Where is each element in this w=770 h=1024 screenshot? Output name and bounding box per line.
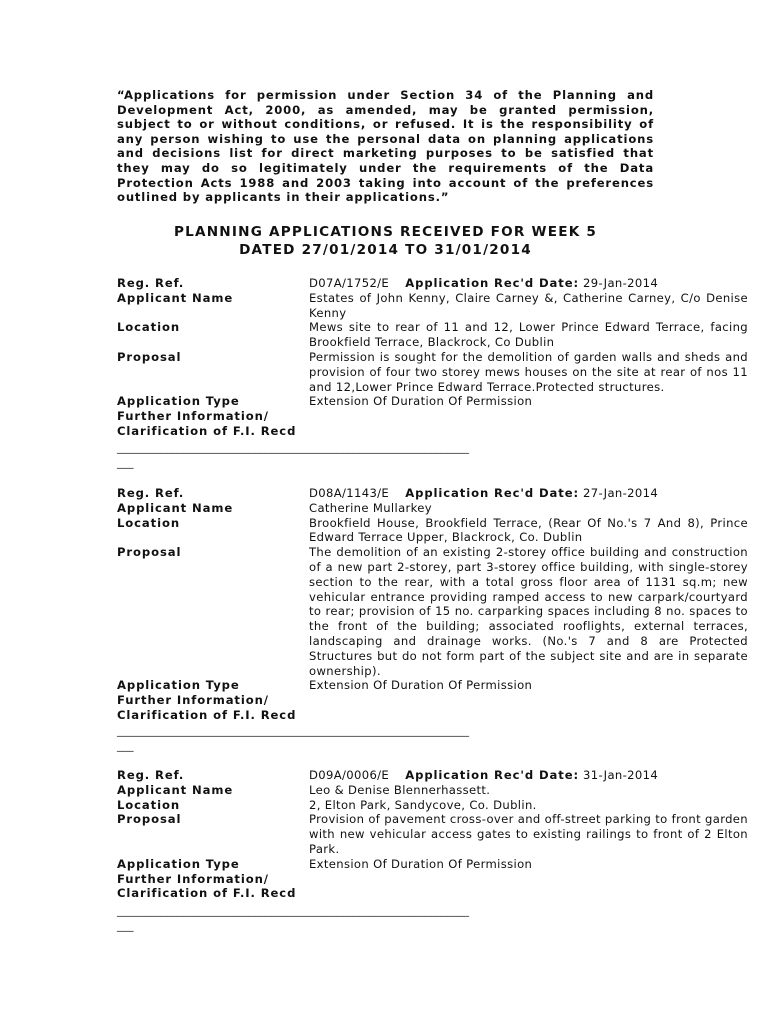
proposal-value: Permission is sought for the demolition of garden walls and sheds and provision of four two storey mews houses on the site at rear of nos 11 and 12,Lower Prince Edward Terrace.Protected structures. <box>309 349 748 394</box>
reg-ref-value: D08A/1143/E <box>309 486 390 500</box>
reg-ref-label: Reg. Ref. <box>117 486 185 500</box>
location-label: Location <box>117 320 180 335</box>
applicant-name-value: Estates of John Kenny, Claire Carney &, Catherine Carney, C/o Denise Kenny <box>309 290 748 320</box>
application-type-value: Extension Of Duration Of Permission <box>309 856 533 871</box>
location-label: Location <box>117 515 180 530</box>
separator-tail: ___ <box>117 455 134 469</box>
proposal-value: Provision of pavement cross-over and off-street parking to front garden with new vehicular access gates to existing railings to front of 2 Elton Park. <box>309 812 748 856</box>
location-value: 2, Elton Park, Sandycove, Co. Dublin. <box>309 797 537 812</box>
separator-tail: ___ <box>117 918 134 932</box>
further-info-label: Further Information/ <box>117 871 269 886</box>
reg-ref-line <box>309 768 748 783</box>
record-separator <box>117 904 469 934</box>
application-type-value: Extension Of Duration Of Permission <box>309 394 533 409</box>
application-type-label: Application Type <box>117 856 240 871</box>
reg-ref-value: D09A/0006/E <box>309 768 390 782</box>
application-record <box>117 768 757 901</box>
date-received-label: Application Rec'd Date: <box>405 768 579 782</box>
application-record <box>117 486 757 723</box>
date-received-label: Application Rec'd Date: <box>405 486 579 500</box>
disclaimer-paragraph: “Applications for permission under Section 34 of the Planning and Development Act, 2000, as amended, may be granted permission, subject to or without conditions, or refused. It is the responsibility of any person wishing to use the personal data on planning applications and decisions list for direct marketing purposes to be satisfied that they may do so legitimately under the requirements of the Data Protection Acts 1988 and 2003 taking into account of the preferences outlined by applicants in their applications.” <box>117 88 654 205</box>
application-type-value: Extension Of Duration Of Permission <box>309 678 533 693</box>
separator-tail: ___ <box>117 738 134 752</box>
date-received-value: 31-Jan-2014 <box>583 768 659 782</box>
proposal-value: The demolition of an existing 2-storey office building and construction of a new part 2-storey, part 3-storey office building, with single-storey section to the rear, with a total gross floor area of 1131 sq.m; new vehicular entrance providing ramped access to new carpark/courtyard to rear; provision of 15 no. carparking spaces including 8 no. spaces to the front of the building; associated rooflights, external terraces, landscaping and drainage works. (No.'s 7 and 8 are Protected Structures but do not form part of the subject site and are in separate ownership). <box>309 545 748 678</box>
clarification-label: Clarification of F.I. Recd <box>117 886 297 901</box>
record-separator <box>117 441 469 471</box>
further-info-label: Further Information/ <box>117 409 269 424</box>
page-heading-line2: DATED 27/01/2014 TO 31/01/2014 <box>239 242 532 258</box>
separator-line: ________________________________________________________________ <box>117 441 469 454</box>
separator-line: ________________________________________________________________ <box>117 904 469 917</box>
reg-ref-line <box>309 276 748 291</box>
date-received-label: Application Rec'd Date: <box>405 276 579 290</box>
date-received-value: 29-Jan-2014 <box>583 276 659 290</box>
applicant-name-label: Applicant Name <box>117 290 234 305</box>
applicant-name-value: Leo & Denise Blennerhassett. <box>309 782 491 797</box>
clarification-label: Clarification of F.I. Recd <box>117 707 297 722</box>
location-label: Location <box>117 797 180 812</box>
separator-line: ________________________________________________________________ <box>117 724 469 737</box>
proposal-label: Proposal <box>117 812 182 827</box>
applicant-name-value: Catherine Mullarkey <box>309 500 432 515</box>
location-value: Brookfield House, Brookfield Terrace, (Rear Of No.'s 7 And 8), Prince Edward Terrace Upper, Blackrock, Co. Dublin <box>309 515 748 545</box>
reg-ref-label: Reg. Ref. <box>117 768 185 782</box>
application-record <box>117 276 757 439</box>
page-heading-line1: PLANNING APPLICATIONS RECEIVED FOR WEEK 5 <box>173 224 598 240</box>
further-info-label: Further Information/ <box>117 693 269 708</box>
applicant-name-label: Applicant Name <box>117 500 234 515</box>
proposal-label: Proposal <box>117 545 182 560</box>
applicant-name-label: Applicant Name <box>117 782 234 797</box>
application-type-label: Application Type <box>117 394 240 409</box>
proposal-label: Proposal <box>117 349 182 364</box>
application-type-label: Application Type <box>117 678 240 693</box>
reg-ref-line <box>309 486 748 501</box>
clarification-label: Clarification of F.I. Recd <box>117 423 297 438</box>
reg-ref-label: Reg. Ref. <box>117 276 185 290</box>
record-separator <box>117 724 469 754</box>
date-received-value: 27-Jan-2014 <box>583 486 659 500</box>
location-value: Mews site to rear of 11 and 12, Lower Prince Edward Terrace, facing Brookfield Terrace, Blackrock, Co Dublin <box>309 320 748 350</box>
reg-ref-value: D07A/1752/E <box>309 276 390 290</box>
